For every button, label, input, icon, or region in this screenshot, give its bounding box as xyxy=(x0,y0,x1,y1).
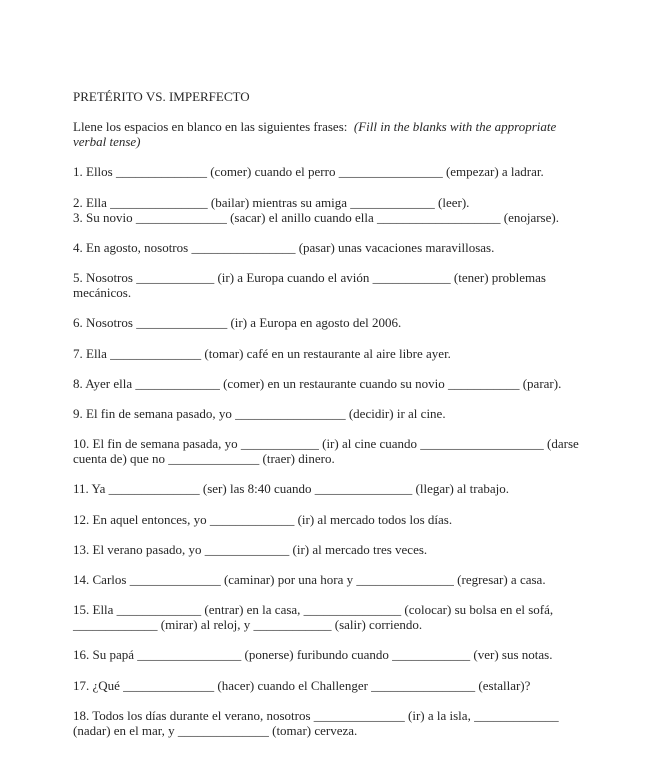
exercise-item xyxy=(73,572,579,587)
exercise-item xyxy=(73,436,579,466)
title-text: PRETÉRITO VS. IMPERFECTO xyxy=(73,89,250,104)
exercise-line: 6. Nosotros ______________ (ir) a Europa en agosto del 2006. xyxy=(73,315,402,331)
exercise-item xyxy=(73,346,579,361)
exercise-item xyxy=(73,512,579,527)
exercise-line: 18. Todos los días durante el verano, nosotros ______________ (ir) a la isla, _____________ xyxy=(73,707,559,723)
exercise-line: cuenta de) que no ______________ (traer) dinero. xyxy=(73,451,335,467)
exercise-line: 5. Nosotros ____________ (ir) a Europa cuando el avión ____________ (tener) problemas xyxy=(73,270,546,286)
exercise-line: 16. Su papá ________________ (ponerse) furibundo cuando ____________ (ver) sus notas. xyxy=(73,647,553,663)
exercise-line: 15. Ella _____________ (entrar) en la casa, _______________ (colocar) su bolsa en el sofá, xyxy=(73,602,554,618)
exercise-line: _____________ (mirar) al reloj, y ____________ (salir) corriendo. xyxy=(73,617,423,633)
instructions-line-1 xyxy=(73,119,579,134)
exercise-line: 14. Carlos ______________ (caminar) por una hora y _______________ (regresar) a casa. xyxy=(73,572,546,587)
exercise-item xyxy=(73,647,579,662)
exercise-item xyxy=(73,270,579,300)
exercise-line: 10. El fin de semana pasada, yo ____________ (ir) al cine cuando ___________________ (darse xyxy=(73,436,579,452)
instructions-spanish: Llene los espacios en blanco en las siguientes frases: xyxy=(73,119,354,135)
exercise-line: 11. Ya ______________ (ser) las 8:40 cuando _______________ (llegar) al trabajo. xyxy=(73,481,510,497)
exercise-line: 3. Su novio ______________ (sacar) el anillo cuando ella ___________________ (enojarse). xyxy=(73,209,559,225)
exercise-line: 8. Ayer ella _____________ (comer) en un restaurante cuando su novio ___________ (parar). xyxy=(73,375,562,391)
exercise-line: 17. ¿Qué ______________ (hacer) cuando el Challenger ________________ (estallar)? xyxy=(73,677,531,693)
exercise-item xyxy=(73,708,579,738)
exercise-line: 13. El verano pasado, yo _____________ (ir) al mercado tres veces. xyxy=(73,541,428,557)
instructions xyxy=(73,119,579,149)
exercise-line: 9. El fin de semana pasado, yo _________________ (decidir) ir al cine. xyxy=(73,405,446,421)
exercise-line: 12. En aquel entonces, yo _____________ (ir) al mercado todos los días. xyxy=(73,511,453,527)
worksheet-title xyxy=(73,89,579,104)
exercise-item xyxy=(73,406,579,421)
exercise-item xyxy=(73,678,579,693)
exercise-line: (nadar) en el mar, y ______________ (tomar) cerveza. xyxy=(73,722,358,738)
exercise-item xyxy=(73,542,579,557)
exercise-item xyxy=(73,195,579,225)
exercise-line: 7. Ella ______________ (tomar) café en un restaurante al aire libre ayer. xyxy=(73,345,451,361)
exercise-item xyxy=(73,164,579,179)
exercise-list xyxy=(73,164,579,738)
exercise-item xyxy=(73,240,579,255)
exercise-line: mecánicos. xyxy=(73,285,132,301)
exercise-item xyxy=(73,602,579,632)
worksheet xyxy=(73,89,579,753)
exercise-item xyxy=(73,376,579,391)
exercise-item xyxy=(73,315,579,330)
exercise-line: 2. Ella _______________ (bailar) mientras su amiga _____________ (leer). xyxy=(73,194,470,210)
instructions-english: (Fill in the blanks with the appropriate xyxy=(353,119,557,135)
instructions-english-cont: verbal tense) xyxy=(73,134,141,150)
exercise-item xyxy=(73,481,579,496)
exercise-line: 1. Ellos ______________ (comer) cuando el perro ________________ (empezar) a ladrar. xyxy=(73,164,544,180)
exercise-line: 4. En agosto, nosotros ________________ (pasar) unas vacaciones maravillosas. xyxy=(73,239,495,255)
